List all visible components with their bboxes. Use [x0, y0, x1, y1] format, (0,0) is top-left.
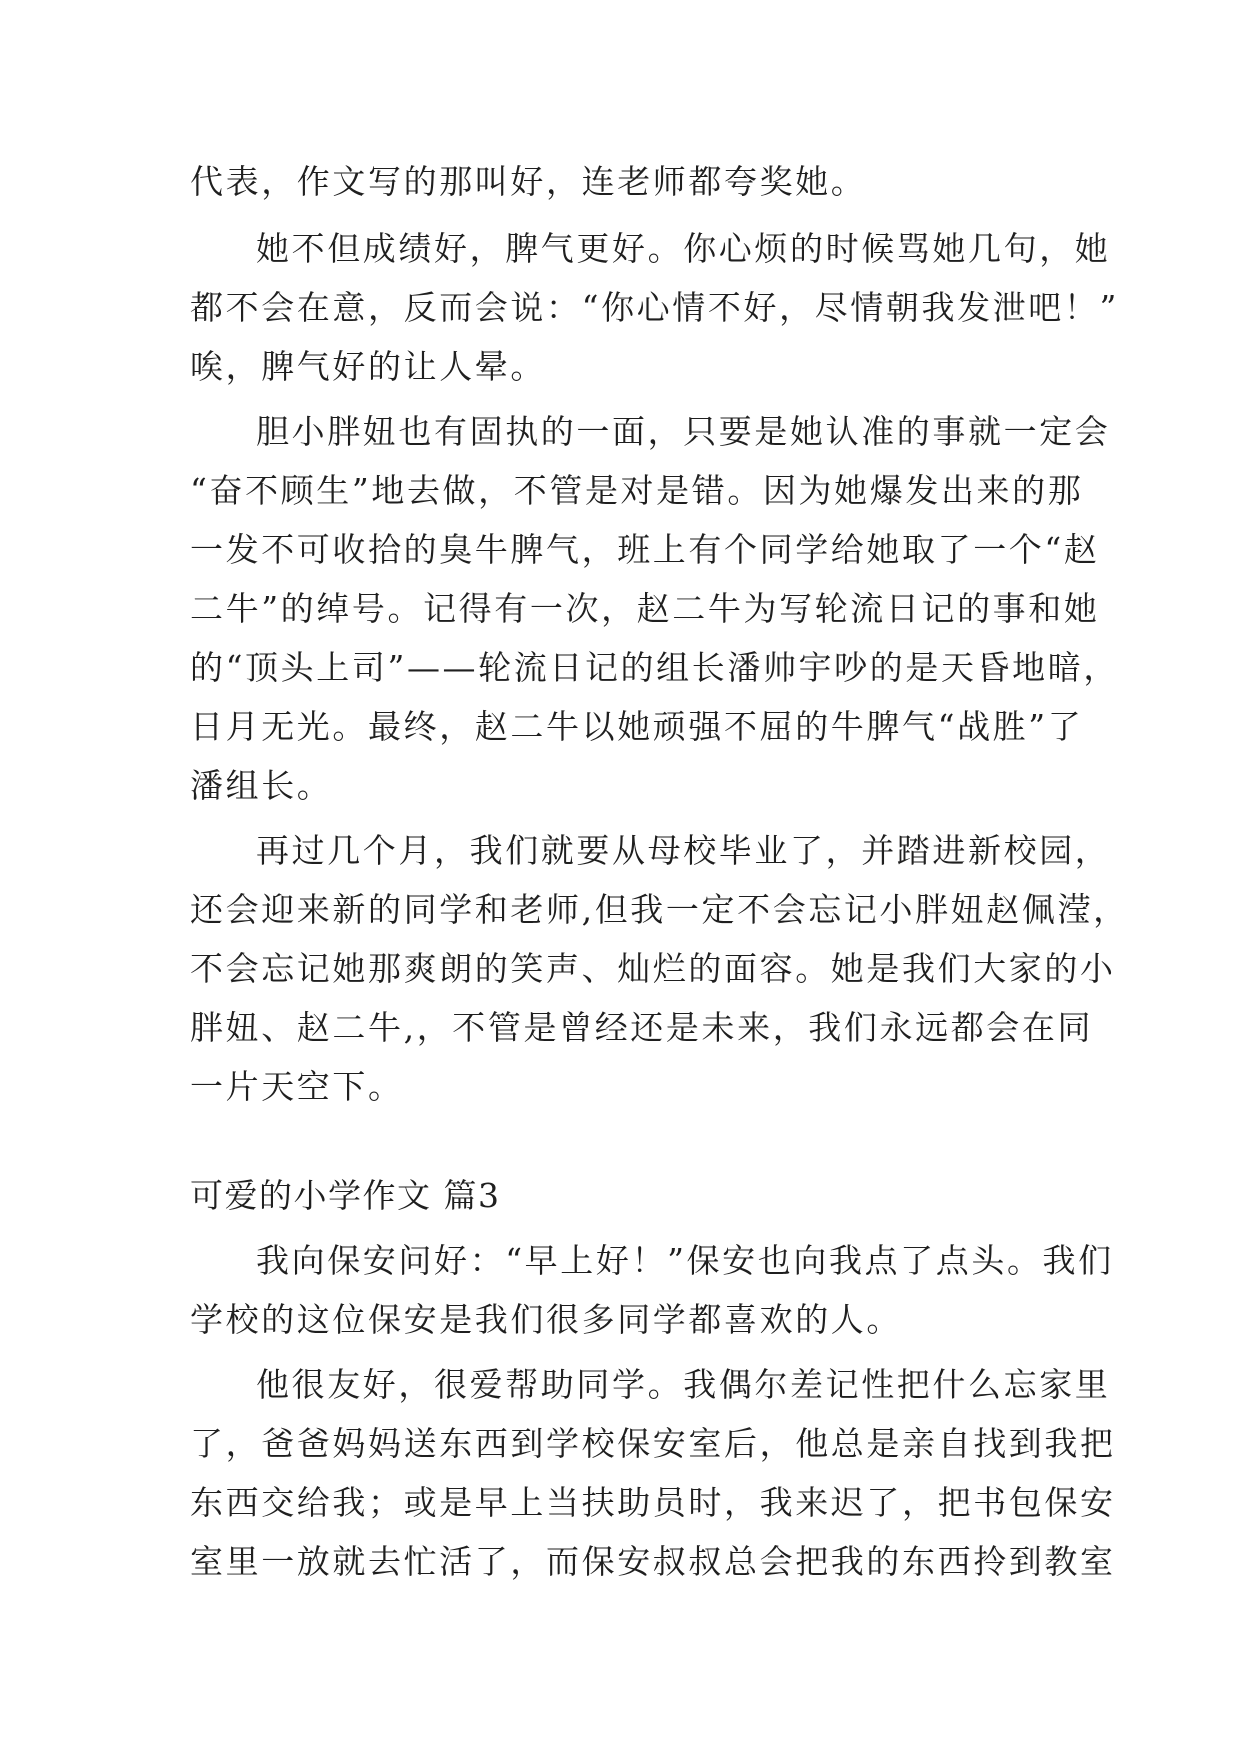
paragraph-start: 她不但成绩好，脾气更好。你心烦的时候骂她几句，她 — [256, 229, 1111, 268]
paragraph-start: 再过几个月，我们就要从母校毕业了，并踏进新校园， — [256, 831, 1111, 870]
text-line: 日月无光。最终，赵二牛以她顽强不屈的牛脾气“战胜”了 — [190, 707, 1084, 746]
section-heading: 可爱的小学作文 篇3 — [190, 1176, 501, 1215]
text-line: 了，爸爸妈妈送东西到学校保安室后，他总是亲自找到我把 — [190, 1424, 1116, 1463]
text-line: 的“顶头上司”——轮流日记的组长潘帅宇吵的是天昏地暗， — [190, 648, 1119, 687]
paragraph-start: 他很友好，很爱帮助同学。我偶尔差记性把什么忘家里 — [256, 1365, 1111, 1404]
text-line: 唉，脾气好的让人晕。 — [190, 347, 546, 386]
text-line: 都不会在意，反而会说：“你心情不好，尽情朝我发泄吧！” — [190, 288, 1119, 327]
paragraph-start: 我向保安问好：“早上好！”保安也向我点了点头。我们 — [256, 1241, 1114, 1280]
text-line: 一片天空下。 — [190, 1067, 404, 1106]
text-line: 一发不可收拾的臭牛脾气，班上有个同学给她取了一个“赵 — [190, 530, 1100, 569]
text-line: 学校的这位保安是我们很多同学都喜欢的人。 — [190, 1300, 902, 1339]
text-line: 东西交给我；或是早上当扶助员时，我来迟了，把书包保安 — [190, 1483, 1116, 1522]
text-line: 室里一放就去忙活了，而保安叔叔总会把我的东西拎到教室 — [190, 1542, 1116, 1581]
text-line: 代表，作文写的那叫好，连老师都夸奖她。 — [190, 162, 867, 201]
text-line: 还会迎来新的同学和老师,但我一定不会忘记小胖妞赵佩滢， — [190, 890, 1129, 929]
text-line: 二牛”的绰号。记得有一次，赵二牛为写轮流日记的事和她 — [190, 589, 1100, 628]
text-line: 潘组长。 — [190, 766, 333, 805]
text-line: 不会忘记她那爽朗的笑声、灿烂的面容。她是我们大家的小 — [190, 949, 1116, 988]
text-line: “奋不顾生”地去做，不管是对是错。因为她爆发出来的那 — [190, 471, 1084, 510]
text-line: 胖妞、赵二牛,，不管是曾经还是未来，我们永远都会在同 — [190, 1008, 1094, 1047]
paragraph-start: 胆小胖妞也有固执的一面，只要是她认准的事就一定会 — [256, 412, 1111, 451]
